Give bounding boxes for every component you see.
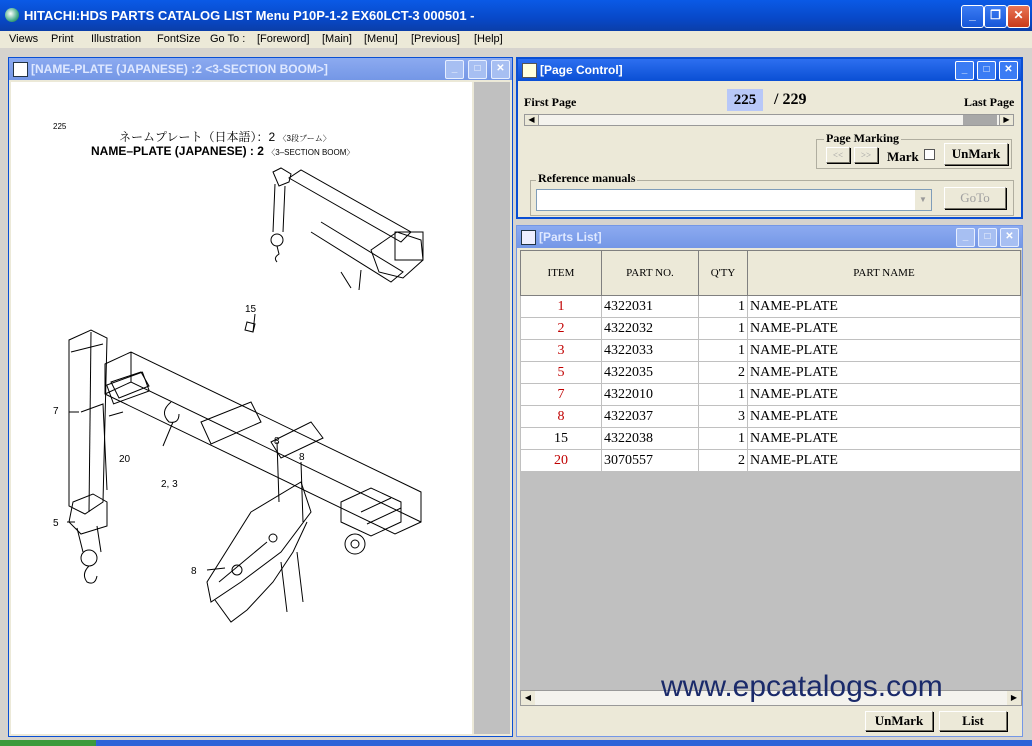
part-name-cell[interactable]: NAME-PLATE <box>748 318 1021 340</box>
part-no-cell[interactable]: 4322031 <box>602 296 699 318</box>
next-mark-button[interactable]: >> <box>854 147 878 163</box>
document-icon <box>13 62 28 77</box>
part-name-cell[interactable]: NAME-PLATE <box>748 340 1021 362</box>
illustration-title: [NAME-PLATE (JAPANESE) :2 <3-SECTION BOOM>] <box>31 62 328 76</box>
restore-button[interactable]: ❐ <box>984 5 1007 28</box>
page-control-title-bar <box>518 59 1021 81</box>
qty-cell[interactable]: 2 <box>699 450 748 472</box>
menu-previous[interactable]: [Previous] <box>411 33 460 45</box>
parts-table <box>520 250 1021 472</box>
parts-list-minimize-button[interactable]: _ <box>956 228 975 247</box>
part-name-cell[interactable]: NAME-PLATE <box>748 296 1021 318</box>
item-cell[interactable]: 5 <box>521 362 602 384</box>
page-control-maximize-button[interactable]: □ <box>977 61 996 80</box>
menu-foreword[interactable]: [Foreword] <box>257 33 310 45</box>
callout-2-3: 2, 3 <box>161 479 178 490</box>
page-number: 225 <box>53 122 67 131</box>
app-title: HITACHI:HDS PARTS CATALOG LIST Menu P10P-1-2 EX60LCT-3 000501 - <box>24 8 475 23</box>
table-row[interactable] <box>521 406 1021 428</box>
illustration-gray-margin <box>474 82 510 734</box>
unmark-page-button[interactable]: UnMark <box>944 143 1008 165</box>
part-name-cell[interactable]: NAME-PLATE <box>748 450 1021 472</box>
page-control-title: [Page Control] <box>540 63 623 77</box>
item-cell[interactable]: 7 <box>521 384 602 406</box>
part-name-cell[interactable]: NAME-PLATE <box>748 384 1021 406</box>
app-title-bar <box>0 0 1032 31</box>
start-button-edge[interactable] <box>0 740 96 746</box>
parts-list-window <box>516 225 1023 737</box>
menu-main[interactable]: [Main] <box>322 33 352 45</box>
scroll-right-arrow[interactable]: ▶ <box>999 115 1013 125</box>
page-marking-label: Page Marking <box>826 131 899 145</box>
menu-help[interactable]: [Help] <box>474 33 503 45</box>
watermark: www.epcatalogs.com <box>661 670 943 703</box>
qty-cell[interactable]: 1 <box>699 340 748 362</box>
parts-list-close-button[interactable]: ✕ <box>1000 228 1019 247</box>
col-item[interactable]: ITEM <box>521 251 602 296</box>
menu-illustration[interactable]: Illustration <box>91 33 142 45</box>
table-row[interactable] <box>521 428 1021 450</box>
callout-8a: 8 <box>274 436 280 447</box>
mark-label: Mark <box>887 149 919 164</box>
minimize-button[interactable]: _ <box>961 5 984 28</box>
part-name-cell[interactable]: NAME-PLATE <box>748 406 1021 428</box>
table-row[interactable] <box>521 296 1021 318</box>
callout-7: 7 <box>53 406 59 417</box>
boom-drawing <box>11 82 472 734</box>
goto-button[interactable]: GoTo <box>944 187 1006 209</box>
part-no-cell[interactable]: 4322010 <box>602 384 699 406</box>
book-icon <box>522 63 537 78</box>
qty-cell[interactable]: 1 <box>699 296 748 318</box>
menu-views[interactable]: Views <box>9 33 39 45</box>
part-name-cell[interactable]: NAME-PLATE <box>748 362 1021 384</box>
callout-5: 5 <box>53 518 59 529</box>
menu-print[interactable]: Print <box>51 33 74 45</box>
prev-mark-button[interactable]: << <box>826 147 850 163</box>
callout-8c: 8 <box>191 566 197 577</box>
heading-japanese: ネームプレート（日本語）：2 〈3段ブーム〉 <box>119 130 331 144</box>
taskbar-edge <box>0 740 1032 746</box>
item-cell[interactable]: 8 <box>521 406 602 428</box>
page-scroll-thumb[interactable] <box>963 115 997 125</box>
parts-list-maximize-button[interactable]: □ <box>978 228 997 247</box>
scroll-left-arrow[interactable]: ◀ <box>525 115 539 125</box>
first-page-label[interactable]: First Page <box>524 95 577 109</box>
part-name-cell[interactable]: NAME-PLATE <box>748 428 1021 450</box>
parts-grid[interactable] <box>520 250 1022 690</box>
parts-scroll-left-arrow[interactable]: ◀ <box>521 691 535 705</box>
menu-fontsize[interactable]: FontSize <box>157 33 201 45</box>
page-control-close-button[interactable]: ✕ <box>999 61 1018 80</box>
callout-20: 20 <box>119 454 131 465</box>
table-row[interactable] <box>521 340 1021 362</box>
illustration-title-bar <box>9 58 512 80</box>
part-no-cell[interactable]: 4322038 <box>602 428 699 450</box>
qty-cell[interactable]: 2 <box>699 362 748 384</box>
part-no-cell[interactable]: 4322037 <box>602 406 699 428</box>
reference-label: Reference manuals <box>538 171 636 185</box>
current-page-field[interactable]: 225 <box>727 89 763 111</box>
part-no-cell[interactable]: 4322035 <box>602 362 699 384</box>
close-button[interactable]: ✕ <box>1007 5 1030 28</box>
qty-cell[interactable]: 1 <box>699 384 748 406</box>
table-row[interactable] <box>521 384 1021 406</box>
parts-list-title: [Parts List] <box>539 230 602 244</box>
qty-cell[interactable]: 1 <box>699 318 748 340</box>
table-row[interactable] <box>521 362 1021 384</box>
part-no-cell[interactable]: 3070557 <box>602 450 699 472</box>
parts-scroll-right-arrow[interactable]: ▶ <box>1007 691 1021 705</box>
menu-goto[interactable]: Go To : <box>210 33 246 45</box>
last-page-label[interactable]: Last Page <box>964 95 1015 109</box>
item-cell[interactable]: 2 <box>521 318 602 340</box>
heading-english: NAME–PLATE (JAPANESE) : 2 〈3–SECTION BOOM〉 <box>91 144 355 158</box>
qty-cell[interactable]: 1 <box>699 428 748 450</box>
mark-checkbox[interactable] <box>924 149 935 160</box>
qty-cell[interactable]: 3 <box>699 406 748 428</box>
list-button[interactable]: List <box>939 711 1007 731</box>
total-pages: / 229 <box>774 91 807 108</box>
list-icon <box>521 230 536 245</box>
item-cell[interactable]: 20 <box>521 450 602 472</box>
app-icon <box>5 8 19 22</box>
page-control-minimize-button[interactable]: _ <box>955 61 974 80</box>
page-control-window <box>516 57 1023 219</box>
parts-list-title-bar <box>517 226 1022 248</box>
item-cell[interactable]: 15 <box>521 428 602 450</box>
illustration-maximize-button[interactable]: □ <box>468 60 487 79</box>
item-cell[interactable]: 3 <box>521 340 602 362</box>
col-part-name[interactable]: PART NAME <box>748 251 1021 296</box>
table-row[interactable] <box>521 318 1021 340</box>
illustration-canvas[interactable] <box>11 82 472 734</box>
table-row[interactable] <box>521 450 1021 472</box>
unmark-list-button[interactable]: UnMark <box>865 711 933 731</box>
illustration-window <box>8 57 513 737</box>
illustration-close-button[interactable]: ✕ <box>491 60 510 79</box>
chevron-down-icon[interactable]: ▼ <box>915 190 931 210</box>
col-qty[interactable]: Q'TY <box>699 251 748 296</box>
reference-select[interactable] <box>536 189 932 211</box>
page-scrollbar[interactable] <box>524 114 1014 126</box>
col-part-no[interactable]: PART NO. <box>602 251 699 296</box>
menu-bar <box>0 31 1032 48</box>
part-no-cell[interactable]: 4322033 <box>602 340 699 362</box>
callout-15: 15 <box>245 304 257 315</box>
item-cell[interactable]: 1 <box>521 296 602 318</box>
callout-8b: 8 <box>299 452 305 463</box>
illustration-minimize-button[interactable]: _ <box>445 60 464 79</box>
part-no-cell[interactable]: 4322032 <box>602 318 699 340</box>
menu-menu[interactable]: [Menu] <box>364 33 398 45</box>
